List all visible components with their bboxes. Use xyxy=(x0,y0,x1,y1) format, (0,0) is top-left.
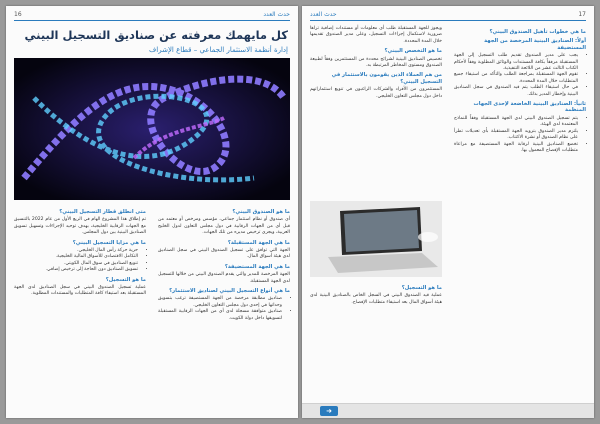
hero-image xyxy=(14,58,290,200)
right-header-rule xyxy=(310,20,586,21)
reader-nav-bar xyxy=(302,403,594,418)
list-item: • صناديق متوافقة مسجلة لدى أي من الجهات الرقابية المستقبلة لتسويقها داخل دولة الكويت. xyxy=(158,309,282,322)
section-heading: ما هي الجهة المستقبلة؟ xyxy=(227,239,290,246)
section-heading: ما هو التخصص البيني؟ xyxy=(384,48,442,55)
right-page xyxy=(302,6,594,418)
left-header-rule xyxy=(14,20,290,21)
section-heading: من هم العملاء الذين يقومون بالاستثمار في التسجيل البيني؟ xyxy=(331,72,442,85)
section-heading: ما هي مزايا التسجيل البيني؟ xyxy=(72,239,146,246)
section-text: تم إطلاق هذا المشروع الهام في الربع الأول من عام 2022 بالتنسيق مع الجهات الرقابية الخليجية، بهدف توحيد الإجراءات وتسهيل تسويق الصناديق البينية بين دول المجلس. xyxy=(14,217,146,236)
next-page-arrow-icon[interactable]: ➜ xyxy=(320,406,338,416)
article-subtitle: إدارة أنظمة الاستثمار الجماعي – قطاع الإشراف xyxy=(149,46,288,54)
section-text: أي صندوق أو نظام استثمار جماعي، مؤسس ومرخص أو معتمد من قبل أي من الجهات الرقابية في دول مجلس التعاون لدول الخليج العربية، ويجري ترخيص مديره من تلك الجهات. xyxy=(158,217,290,236)
section-text: تخصيص الصناديق البينية لشرائح محددة من المستثمرين وفقاً لطبيعة الصندوق ومستوى المخاطر المرتبطة به. xyxy=(310,56,442,69)
bullet-list xyxy=(454,53,586,98)
left-page-left-column xyxy=(14,206,146,300)
section-text: الجهة المرخصة للمدير والتي يقدم الصندوق البيني من خلالها للتسجيل لدى الجهة المستقبلة. xyxy=(158,272,290,284)
list-item: • حرية حركة رأس المال الخليجي. xyxy=(14,248,138,254)
article-title: كل مايهمك معرفته عن صناديق التسجيل البيني xyxy=(24,28,288,42)
bullet-list xyxy=(14,248,146,274)
section-text: عملية تسجيل الصندوق البيني في سجل الصناديق لدى الجهة المستقبلة بعد استيفاء كافة المتطلبات والمستندات المطلوبة. xyxy=(14,285,146,297)
list-item: • تنويع الصناديق في سوق المال الكويتي. xyxy=(14,261,138,267)
section-heading: ما هو الصندوق البيني؟ xyxy=(232,209,290,215)
list-item: • صناديق مطابقة مرخصة من الجهة المستضيفة ترغب بتسويق وحداتها في إحدى دول مجلس التعاون الخليجي. xyxy=(158,296,282,309)
right-page-right-column xyxy=(454,26,586,156)
right-page-number: 17 xyxy=(578,11,586,18)
list-item: • يجب على مدير الصندوق تقديم طلب التسجيل إلى الجهة المستقبلة مرفقاً بكافة المستندات والوثائق المطلوبة وفقاً لأحكام الكتاب الثالث عشر من اللائحة التنفيذية. xyxy=(454,53,578,72)
chain-illustration xyxy=(14,58,290,200)
left-page-number: 16 xyxy=(14,11,22,18)
section-heading: ثانياً: الصناديق البينية الخاضعة لإحدى الجهات المنظمة xyxy=(473,101,586,114)
section-heading: متى انطلق قطار التسجيل البيني؟ xyxy=(59,209,146,215)
section-text: ويجوز للجهة المستقبلة طلب أي معلومات أو مستندات إضافية تراها ضرورية لاستكمال إجراءات التسجيل، وعلى مدير الصندوق تقديمها خلال المدة المحددة. xyxy=(310,26,442,44)
right-page-left-column xyxy=(310,26,442,102)
section-heading: أولاً: الصناديق البينية المرخصة من الجهة المستضيفة xyxy=(484,38,586,51)
section-text: الجهة التي توافق على تسجيل الصندوق البيني في سجل الصناديق لدى هيئة أسواق المال. xyxy=(158,248,290,260)
laptop-illustration xyxy=(310,201,442,277)
list-item: • تقوم الجهة المستقبلة بمراجعة الطلب والتأكد من استيفاء جميع المتطلبات خلال المدة المحددة. xyxy=(454,72,578,85)
section-heading: ما هو التسجيل؟ xyxy=(105,276,146,283)
section-heading: ما هي الجهة المستضيفة؟ xyxy=(224,263,290,270)
list-item: • تخضع الصناديق البينية لرقابة الجهة المستضيفة مع مراعاة متطلبات الإفصاح المعمول بها. xyxy=(454,142,578,155)
section-text: المستثمرون من الأفراد والشركات الراغبون في تنويع استثماراتهم داخل دول مجلس التعاون الخليجي. xyxy=(310,87,442,99)
section-text: عملية قيد الصندوق البيني في السجل الخاص بالصناديق البينية لدى هيئة أسواق المال بعد استيفاء متطلبات الإفصاح. xyxy=(310,293,442,305)
section-heading: ما هي أنواع التسجيل البيني لصناديق الاستثمار؟ xyxy=(169,288,290,295)
list-item: • التكامل الاقتصادي للأسواق المالية الخليجية. xyxy=(14,254,138,260)
right-page-header-title: حدث العدد xyxy=(310,11,337,18)
section-heading: ما هو التسجيل؟ xyxy=(401,285,442,291)
bullet-list xyxy=(454,116,586,154)
list-item: • يلتزم مدير الصندوق بتزويد الجهة المستقبلة بأي تعديلات تطرأ على نظام الصندوق أو نشرة الاكتتاب. xyxy=(454,129,578,142)
left-page-header-title: حدث العدد xyxy=(263,11,290,18)
list-item: • في حال استيفاء الطلب يتم قيد الصندوق في سجل الصناديق البينية وإخطار المدير بذلك. xyxy=(454,85,578,98)
list-item: • تسويق الصناديق دون الحاجة إلى ترخيص إضافي. xyxy=(14,267,138,273)
section-heading: ما هي خطوات تأهيل الصندوق البيني؟ xyxy=(489,29,586,35)
left-page xyxy=(6,6,298,418)
laptop-photo xyxy=(310,201,442,277)
left-page-right-column xyxy=(158,206,290,324)
right-page-lower-left-column xyxy=(310,282,442,308)
bullet-list xyxy=(158,296,290,322)
list-item: • يتم تسجيل الصندوق البيني لدى الجهة المستقبلة وفقاً للنماذج المعتمدة لدى الهيئة. xyxy=(454,116,578,129)
